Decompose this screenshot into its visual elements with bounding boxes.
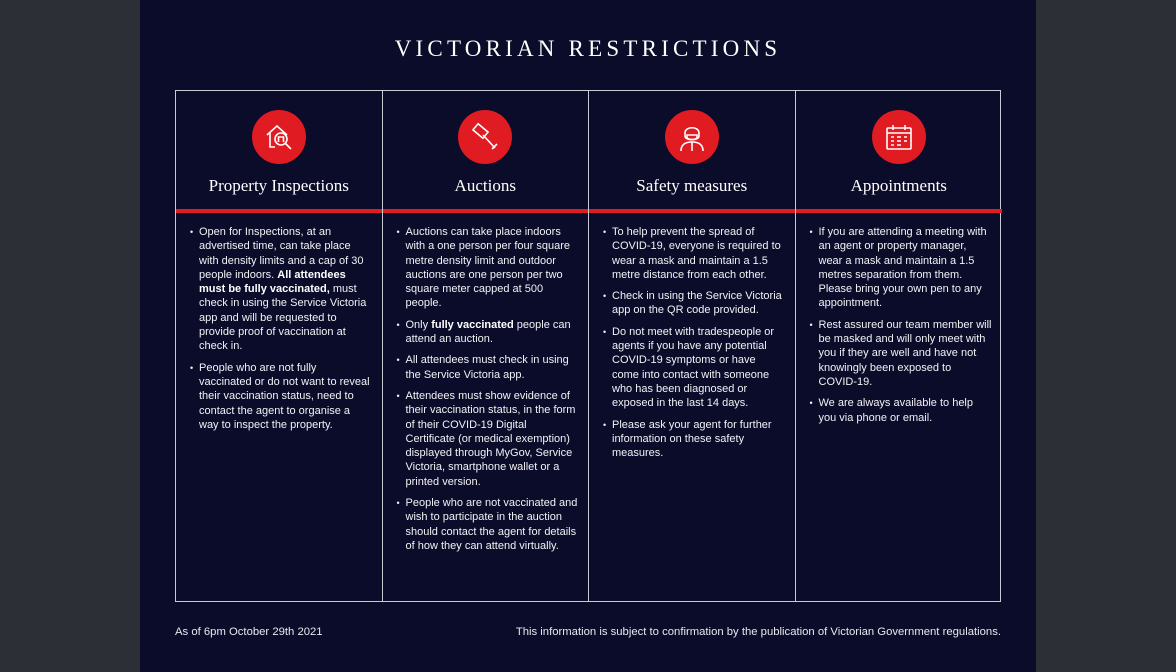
list-item [612, 325, 785, 411]
list-item [612, 418, 785, 461]
calendar-icon [872, 110, 926, 164]
item-text: must check in using the Service Victoria app and will be requested to provide proof of vaccination at check in. [199, 283, 367, 353]
gavel-icon [458, 110, 512, 164]
house-magnifier-icon [252, 110, 306, 164]
column-property-inspections [176, 91, 383, 601]
bullet-list [589, 213, 795, 460]
column-title: Appointments [850, 176, 947, 195]
item-text: People who are not vaccinated and wish to participate in the auction should contact the agent for details of how they can attend virtually. [405, 497, 578, 552]
item-text: If you are attending a meeting with an agent or property manager, wear a mask and maintain a 1.5 metres separation from them. Please bring your own pen to any appointment. [818, 226, 987, 310]
column-header [589, 91, 795, 213]
column-safety-measures [589, 91, 796, 601]
item-text: Check in using the Service Victoria app on the QR code provided. [612, 290, 782, 317]
item-text: Rest assured our team member will be masked and will only meet with you if they are well and have not knowingly been exposed to COVID-19. [818, 318, 992, 388]
column-header [176, 91, 382, 213]
column-auctions [383, 91, 590, 601]
column-title: Auctions [454, 176, 516, 195]
item-text: Open for Inspections, at an advertised time, can take place with density limits and a cap of 30 people indoors. [199, 226, 364, 281]
column-header [383, 91, 589, 213]
item-text: Only [405, 318, 432, 331]
item-text: Auctions can take place indoors with a one person per four square metre density limit and outdoor auctions are one person per two square meter capped at 500 people. [405, 226, 570, 310]
item-text: All attendees must check in using the Service Victoria app. [405, 354, 569, 381]
list-item [819, 396, 993, 425]
page-title: VICTORIAN RESTRICTIONS [394, 36, 782, 61]
item-text: people can attend an auction. [405, 318, 571, 346]
emphasis-text: fully vaccinated [431, 318, 514, 331]
restrictions-slide [140, 0, 1036, 672]
bullet-list [796, 213, 1003, 425]
emphasis-text: All attendees must be fully vaccinated, [199, 268, 346, 296]
restrictions-grid [175, 90, 1001, 602]
item-text: We are always available to help you via phone or email. [818, 397, 973, 424]
list-item [819, 225, 993, 311]
list-item [819, 318, 993, 389]
bullet-list [383, 213, 589, 553]
column-title: Safety measures [636, 176, 748, 195]
list-item [406, 389, 579, 489]
item-text: People who are not fully vaccinated or do not want to reveal their vaccination status, need to contact the agent to organise a way to inspect the property. [199, 361, 370, 431]
column-title: Property Inspections [208, 176, 349, 195]
item-text: Attendees must show evidence of their vaccination status, in the form of their COVID-19 Digital Certificate (or medical exemption) displayed through MyGov, Service Victoria, smartphone wallet or a printed version. [405, 389, 576, 488]
masked-person-icon [665, 110, 719, 164]
column-appointments [796, 91, 1003, 601]
list-item [199, 225, 372, 354]
list-item [612, 289, 785, 318]
list-item [406, 353, 579, 382]
list-item [612, 225, 785, 282]
list-item [406, 496, 579, 553]
list-item [406, 225, 579, 311]
list-item [406, 318, 579, 347]
disclaimer: This information is subject to confirmation by the publication of Victorian Government regulations. [515, 626, 1001, 638]
list-item [199, 361, 372, 432]
item-text: Please ask your agent for further information on these safety measures. [612, 418, 772, 460]
item-text: To help prevent the spread of COVID-19, everyone is required to wear a mask and maintain a 1.5 metre distance from each other. [612, 226, 781, 281]
as-of-date: As of 6pm October 29th 2021 [175, 626, 323, 638]
column-header [796, 91, 1003, 213]
item-text: Do not meet with tradespeople or agents if you have any potential COVID-19 symptoms or have come into contact with someone who has been diagnosed or exposed in the last 14 days. [612, 325, 775, 410]
bullet-list [176, 213, 382, 432]
